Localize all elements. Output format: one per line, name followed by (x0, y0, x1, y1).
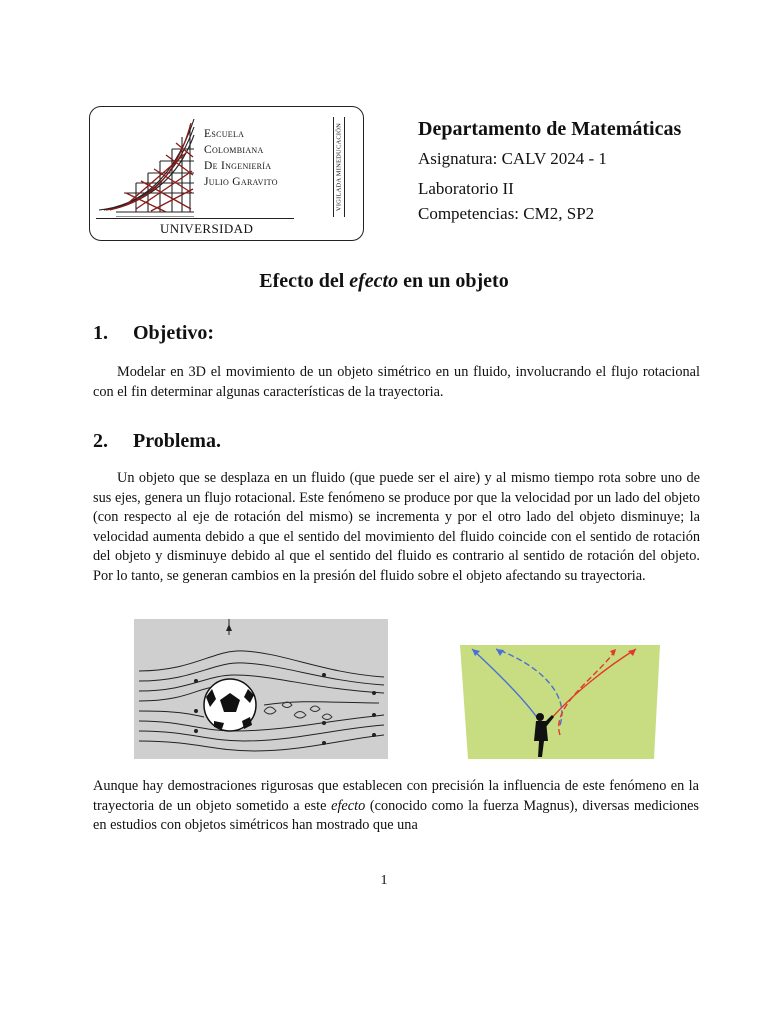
university-logo (89, 106, 364, 241)
section-heading-problema (93, 430, 221, 453)
logo-divider (96, 218, 294, 219)
title-post: en un objeto (398, 270, 509, 292)
lab-line: Laboratorio II (418, 179, 514, 198)
section-heading-text: Problema. (133, 430, 221, 452)
section-heading-text: Objetivo: (133, 322, 215, 344)
department-title: Departamento de Matemáticas (418, 118, 682, 140)
logo-line-escuela: Escuela (204, 128, 245, 140)
paragraph-problema (93, 469, 700, 586)
paragraph-closing (93, 777, 699, 836)
section-number: 1. (93, 322, 108, 344)
logo-line-colombiana: Colombiana (204, 144, 264, 156)
trajectory-diagram (460, 645, 660, 759)
logo-vigilada (333, 117, 345, 217)
subject-line: Asignatura: CALV 2024 - 1 (418, 149, 607, 168)
airflow-diagram (134, 619, 388, 759)
paragraph-text: Modelar en 3D el movimiento de un objeto simétrico en un fluido, involucrando el flujo rotacional con el fin determinar algunas características de la trayectoria. (93, 364, 700, 400)
competencies-line: Competencias: CM2, SP2 (418, 204, 595, 223)
figure-trajectories (460, 645, 660, 759)
logo-vigilada-text: VIGILADA MINEDUCACIÓN (335, 122, 343, 212)
closing-italic: efecto (331, 797, 366, 814)
page-number: 1 (380, 873, 388, 888)
paragraph-text (93, 777, 699, 836)
document-title (0, 270, 768, 293)
soccer-ball-icon (204, 679, 256, 731)
paragraph-objetivo (93, 363, 700, 402)
closing-post: (conocido como la fuerza Magnus), diversas mediciones en estudios con objetos simétricos han mostrado que una (93, 797, 700, 833)
logo-text (204, 126, 278, 190)
section-number: 2. (93, 430, 108, 452)
logo-emblem-icon (96, 113, 204, 217)
logo-line-garavito: Julio Garavito (204, 176, 278, 188)
title-pre: Efecto del (259, 270, 350, 292)
logo-universidad: UNIVERSIDAD (160, 221, 254, 236)
title-italic: efecto (349, 270, 399, 292)
closing-pre: Aunque hay demostraciones rigurosas que establecen con precisión la influencia de este fenómeno en la trayectoria de un objeto sometido a este (93, 778, 699, 814)
figure-airflow-ball (134, 619, 388, 759)
logo-line-ingenieria: De Ingeniería (204, 160, 272, 172)
paragraph-text: Un objeto que se desplaza en un fluido (que puede ser el aire) y al mismo tiempo rota sobre uno de sus ejes, genera un flujo rotacional. Este fenómeno se produce por que la velocidad por un lado del objeto (con respecto al eje de rotación del mismo) se incrementa y por el otro lado del objeto disminuye; la velocidad aumenta debido a que el sentido del movimiento del fluido coincide con el sentido de rotación del objeto y disminuye debido al que el sentido del fluido es contrario al sentido de rotación del objeto. Por lo tanto, se generan cambios en la presión del fluido sobre el objeto afectando su trayectoria. (93, 470, 700, 584)
section-heading-objetivo (93, 322, 214, 345)
